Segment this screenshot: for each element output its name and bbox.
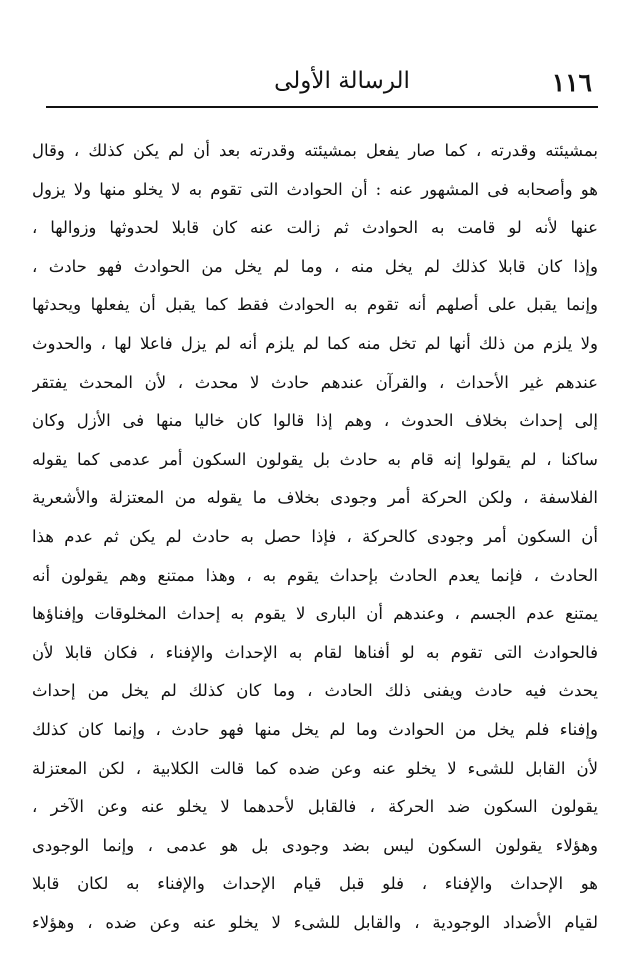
- text-line: وإنما يقبل على أصلهم أنه تقوم به الحوادث فقط كما يقبل أن يفعلها ويحدثها: [32, 295, 598, 315]
- text-line: يمتنع عدم الجسم ، وعندهم أن البارى لا يقوم به إحداث المخلوقات وإفناؤها: [32, 604, 598, 624]
- text-line: ساكنا ، لم يقولوا إنه قام به حادث بل يقولون السكون أمر عدمى كما يقوله: [32, 449, 598, 469]
- text-line: الحادث ، فإنما يعدم الحادث بإحداث يقوم به ، وهذا ممتنع وهم يقولون أنه: [32, 565, 598, 585]
- text-line: إلى إحداث بخلاف الحدوث ، وهم إذا قالوا كان خاليا منها فى الأزل وكان: [32, 411, 598, 431]
- text-line: يقولون السكون ضد الحركة ، فالقابل لأحدهما لا يخلو عنه وعن الآخر ،: [32, 797, 598, 817]
- text-line: لقيام الأضداد الوجودية ، والقابل للشىء لا يخلو عنه وعن ضده ، وهؤلاء: [32, 912, 598, 932]
- text-line: لأن القابل للشىء لا يخلو عنه وعن ضده كما قالت الكلابية ، لكن المعتزلة: [32, 758, 598, 778]
- running-title: الرسالة الأولى: [274, 68, 410, 94]
- text-line: وإذا كان قابلا كذلك لم يخل منه ، وما لم يخل من الحوادث فهو حادث ،: [32, 256, 598, 276]
- text-line: يحدث فيه حادث ويفنى ذلك الحادث ، وما كان كذلك لم يخل من إحداث: [32, 681, 598, 701]
- header-rule: [46, 106, 598, 108]
- text-line: أن السكون أمر وجودى كالحركة ، فإذا حصل به حادث لم يكن ثم عدم هذا: [32, 526, 598, 546]
- text-line: عندهم غير الأحداث ، والقرآن عندهم حادث لا محدث ، لأن المحدث يفتقر: [32, 372, 598, 392]
- text-line: عنها لأنه لو قامت به الحوادث ثم زالت عنه كان قابلا لحدوثها وزوالها ،: [32, 218, 598, 238]
- page-number: ١١٦: [551, 68, 592, 97]
- text-line: وإفناء فلم يخل من الحوادث وما لم يخل منها فهو حادث ، وإنما كان كذلك: [32, 719, 598, 739]
- text-line: هو الإحداث والإفناء ، فلو قبل قيام الإحداث والإفناء به لكان قابلا: [32, 874, 598, 894]
- body-text: [32, 132, 598, 942]
- text-line: هو وأصحابه فى المشهور عنه : أن الحوادث التى تقوم به لا يخلو منها ولا يزول: [32, 179, 598, 199]
- text-line: وهؤلاء يقولون السكون ليس بضد وجودى بل هو عدمى ، وإنما الوجودى: [32, 835, 598, 855]
- text-line: الفلاسفة ، ولكن الحركة أمر وجودى بخلاف ما يقوله من المعتزلة والأشعرية: [32, 488, 598, 508]
- page-header: [48, 66, 596, 100]
- text-line: بمشيئته وقدرته ، كما صار يفعل بمشيئته وقدرته بعد أن لم يكن كذلك ، وقال: [32, 141, 598, 160]
- text-line: ولا يلزم من ذلك أنها لم تخل منه كما لم يلزم أنه لم يزل فاعلا لها ، والحدوث: [32, 333, 598, 353]
- text-line: فالحوادث التى تقوم به لو أفناها لقام به الإحداث والإفناء ، فكان قابلا لأن: [32, 642, 598, 662]
